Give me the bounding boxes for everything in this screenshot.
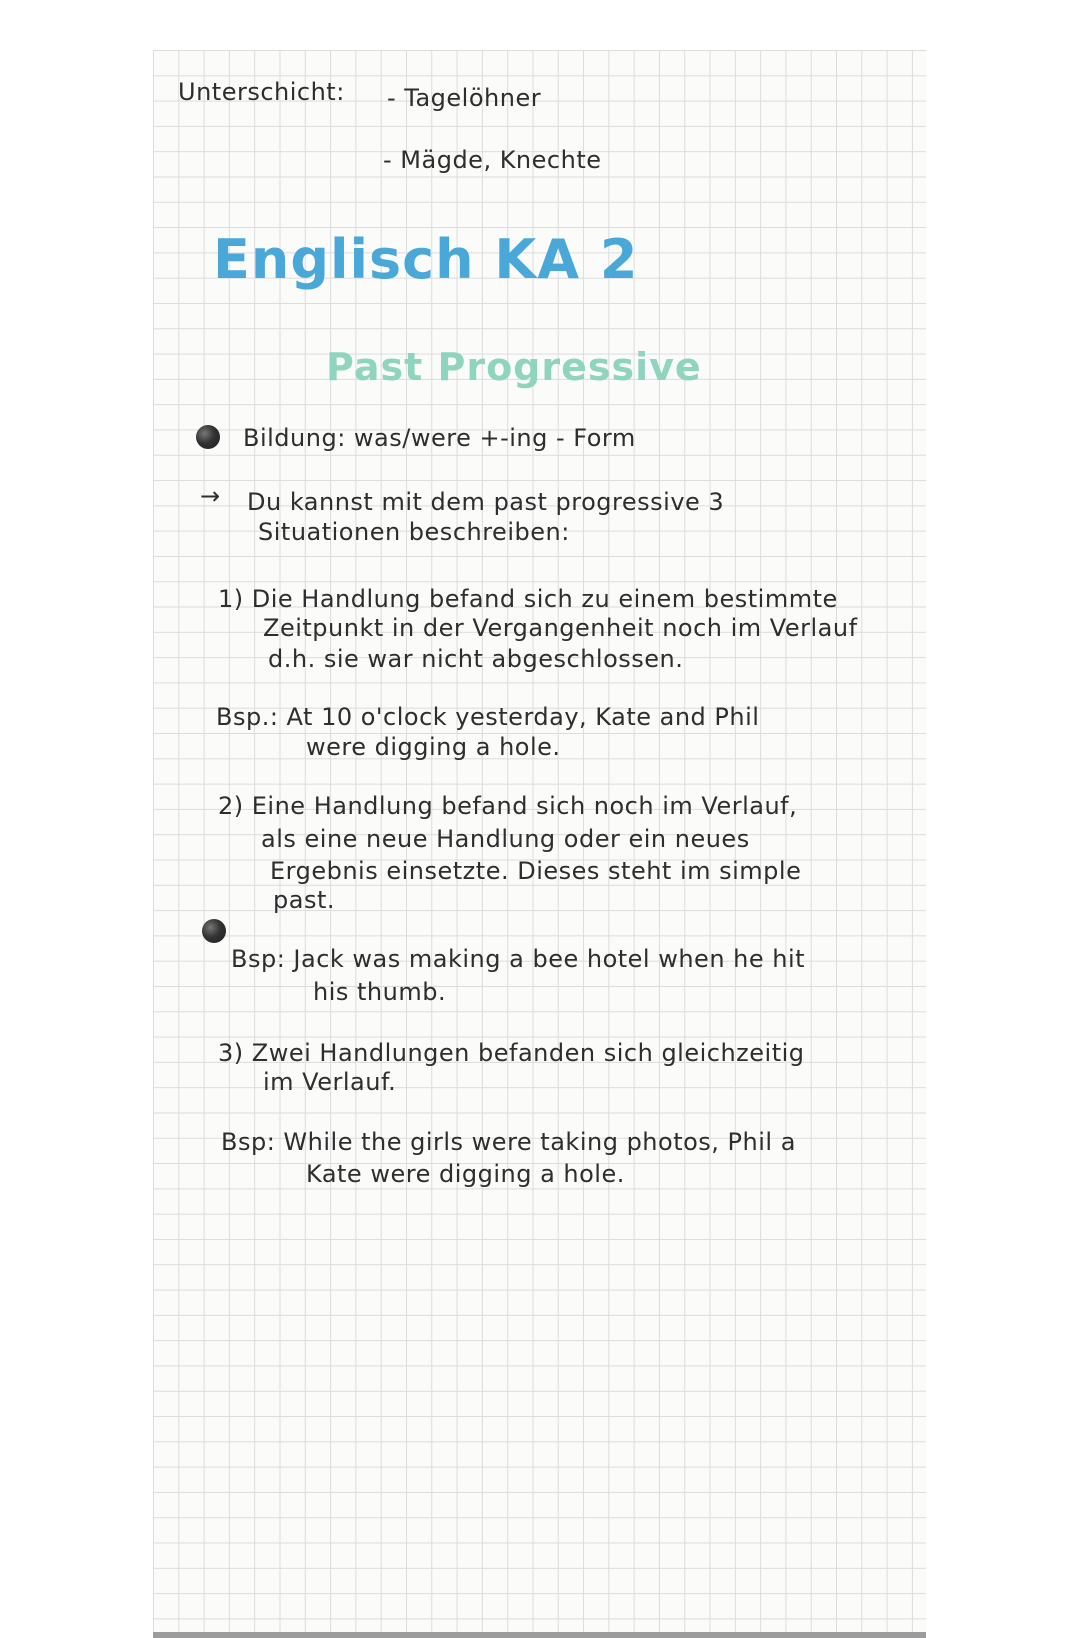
point-1-line-3: d.h. sie war nicht abgeschlossen. xyxy=(268,645,684,673)
point-1-line-2: Zeitpunkt in der Vergangenheit noch im Verlauf xyxy=(263,614,858,642)
point-2-line-1: 2) Eine Handlung befand sich noch im Verlauf, xyxy=(218,792,798,820)
bullet-icon xyxy=(196,425,220,449)
page-subtitle: Past Progressive xyxy=(326,345,702,389)
header-label: Unterschicht: xyxy=(178,78,345,106)
point-1-line-1: 1) Die Handlung befand sich zu einem bestimmte xyxy=(218,585,838,613)
point-3-line-1: 3) Zwei Handlungen befanden sich gleichzeitig xyxy=(218,1039,805,1067)
point-2-line-3: Ergebnis einsetzte. Dieses steht im simple xyxy=(270,857,802,885)
page-title: Englisch KA 2 xyxy=(213,228,639,291)
example-2-line-1: Bsp: Jack was making a bee hotel when he hit xyxy=(231,945,806,973)
example-1-line-2: were digging a hole. xyxy=(306,733,561,761)
point-3-line-2: im Verlauf. xyxy=(263,1068,397,1096)
bullet-icon xyxy=(202,919,226,943)
point-2-line-4: past. xyxy=(273,886,335,914)
intro-line-2: Situationen beschreiben: xyxy=(258,518,570,546)
example-2-line-2: his thumb. xyxy=(313,978,447,1006)
example-3-line-1: Bsp: While the girls were taking photos, Phil a xyxy=(221,1128,796,1156)
bildung-text: Bildung: was/were +-ing - Form xyxy=(243,424,636,452)
header-item-tageloehner: - Tagelöhner xyxy=(387,84,542,112)
intro-line-1: Du kannst mit dem past progressive 3 xyxy=(247,488,725,516)
example-3-line-2: Kate were digging a hole. xyxy=(306,1160,625,1188)
header-item-maegde: - Mägde, Knechte xyxy=(383,146,602,174)
arrow-right-icon: → xyxy=(200,482,221,510)
point-2-line-2: als eine neue Handlung oder ein neues xyxy=(261,825,750,853)
example-1-line-1: Bsp.: At 10 o'clock yesterday, Kate and Phil xyxy=(216,703,760,731)
